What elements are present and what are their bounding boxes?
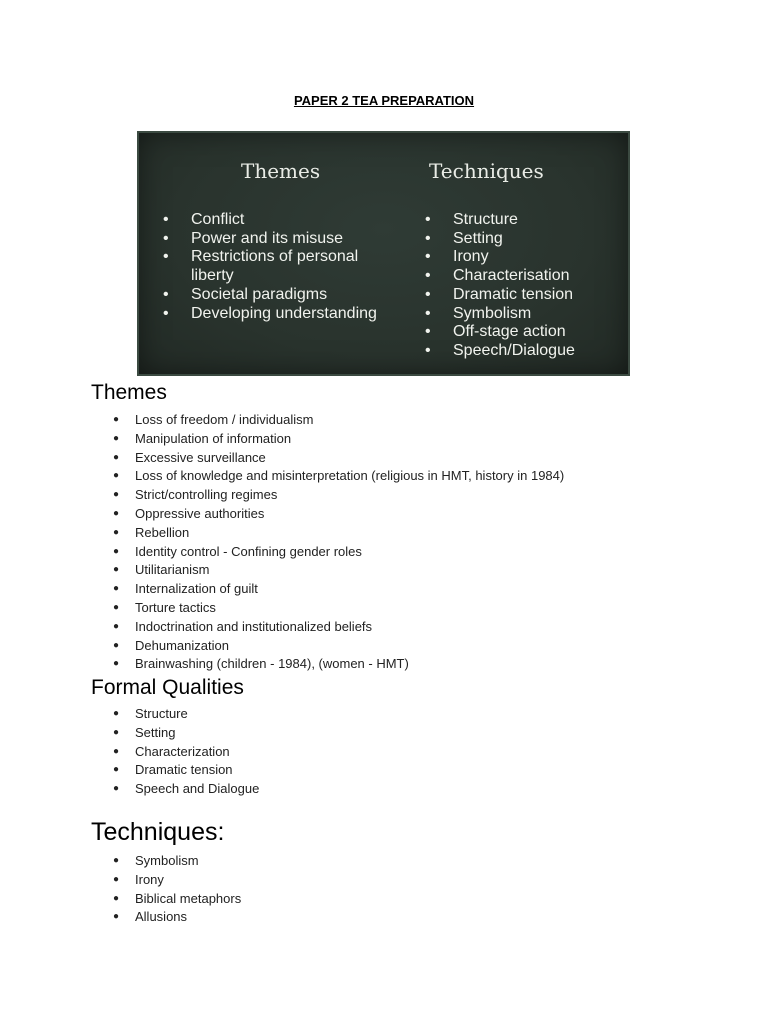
board-theme-item: • Societal paradigms bbox=[163, 285, 328, 303]
techniques-heading: Techniques: bbox=[91, 818, 225, 846]
bullet-icon: ● bbox=[113, 507, 120, 519]
board-theme-item: • Developing understanding bbox=[163, 304, 377, 322]
board-themes-heading: Themes bbox=[241, 159, 321, 183]
bullet-icon: ● bbox=[113, 783, 120, 795]
list-item: ● Strict/controlling regimes bbox=[113, 486, 564, 505]
list-item: ● Setting bbox=[113, 724, 259, 743]
bullet-icon: • bbox=[163, 229, 169, 247]
bullet-icon: ● bbox=[113, 451, 120, 463]
bullet-icon: ● bbox=[113, 432, 120, 444]
list-item: ● Utilitarianism bbox=[113, 561, 564, 580]
bullet-icon: • bbox=[425, 285, 431, 303]
board-theme-item: • Restrictions of personal liberty bbox=[163, 248, 359, 285]
bullet-icon: • bbox=[163, 211, 169, 228]
board-technique-item: • Characterisation bbox=[425, 267, 570, 285]
chalkboard-image bbox=[137, 131, 630, 376]
bullet-icon: ● bbox=[113, 620, 120, 632]
list-item: ● Oppressive authorities bbox=[113, 505, 564, 524]
list-item: ● Speech and Dialogue bbox=[113, 780, 259, 799]
bullet-icon: • bbox=[425, 341, 431, 359]
bullet-icon: ● bbox=[113, 526, 120, 538]
themes-heading: Themes bbox=[91, 381, 167, 404]
board-technique-item: • Setting bbox=[425, 229, 503, 247]
list-item: ● Torture tactics bbox=[113, 599, 564, 618]
bullet-icon: • bbox=[425, 248, 431, 266]
formal-qualities-list bbox=[113, 705, 259, 799]
list-item: ● Biblical metaphors bbox=[113, 890, 241, 909]
list-item: ● Rebellion bbox=[113, 524, 564, 543]
bullet-icon: ● bbox=[113, 583, 120, 595]
list-item: ● Structure bbox=[113, 705, 259, 724]
bullet-icon: ● bbox=[113, 745, 120, 757]
bullet-icon: • bbox=[425, 304, 431, 322]
bullet-icon: ● bbox=[113, 708, 120, 719]
bullet-icon: ● bbox=[113, 873, 120, 885]
list-item: ● Dehumanization bbox=[113, 637, 564, 656]
formal-qualities-heading: Formal Qualities bbox=[91, 676, 244, 699]
bullet-icon: • bbox=[425, 323, 431, 341]
bullet-icon: • bbox=[163, 285, 169, 303]
list-item: ● Loss of freedom / individualism bbox=[113, 411, 564, 430]
list-item: ● Symbolism bbox=[113, 852, 241, 871]
bullet-icon: ● bbox=[113, 470, 120, 482]
bullet-icon: • bbox=[163, 248, 169, 266]
bullet-icon: • bbox=[425, 267, 431, 285]
bullet-icon: • bbox=[425, 229, 431, 247]
bullet-icon: ● bbox=[113, 601, 120, 613]
board-technique-item: • Irony bbox=[425, 248, 489, 266]
board-theme-item: • Conflict bbox=[163, 211, 245, 228]
list-item: ● Internalization of guilt bbox=[113, 580, 564, 599]
board-technique-item: • Symbolism bbox=[425, 304, 532, 322]
board-themes-list bbox=[163, 211, 377, 323]
bullet-icon: ● bbox=[113, 564, 120, 576]
list-item: ● Characterization bbox=[113, 743, 259, 762]
bullet-icon: ● bbox=[113, 639, 120, 651]
bullet-icon: ● bbox=[113, 414, 120, 425]
board-technique-item: • Structure bbox=[425, 211, 518, 228]
bullet-icon: ● bbox=[113, 545, 120, 557]
bullet-icon: ● bbox=[113, 726, 120, 738]
board-technique-item: • Off-stage action bbox=[425, 323, 566, 341]
bullet-icon: • bbox=[425, 211, 431, 228]
board-technique-item: • Dramatic tension bbox=[425, 285, 574, 303]
document-title: PAPER 2 TEA PREPARATION bbox=[293, 93, 475, 108]
board-theme-item: • Power and its misuse bbox=[163, 229, 344, 247]
list-item: ● Loss of knowledge and misinterpretation (religious in HMT, history in 1984) bbox=[113, 467, 564, 486]
list-item: ● Allusions bbox=[113, 908, 241, 927]
bullet-icon: ● bbox=[113, 855, 120, 866]
list-item: ● Manipulation of information bbox=[113, 430, 564, 449]
board-technique-item: • Speech/Dialogue bbox=[425, 341, 575, 359]
list-item: ● Brainwashing (children - 1984), (women - HMT) bbox=[113, 655, 564, 674]
board-techniques-list bbox=[425, 211, 575, 361]
bullet-icon: • bbox=[163, 304, 169, 322]
list-item: ● Dramatic tension bbox=[113, 761, 259, 780]
list-item: ● Excessive surveillance bbox=[113, 449, 564, 468]
bullet-icon: ● bbox=[113, 764, 120, 776]
bullet-icon: ● bbox=[113, 658, 120, 670]
list-item: ● Identity control - Confining gender roles bbox=[113, 543, 564, 562]
themes-list bbox=[113, 411, 564, 674]
board-techniques-heading: Techniques bbox=[429, 159, 544, 183]
bullet-icon: ● bbox=[113, 911, 120, 923]
list-item: ● Indoctrination and institutionalized beliefs bbox=[113, 618, 564, 637]
list-item: ● Irony bbox=[113, 871, 241, 890]
techniques-list bbox=[113, 852, 241, 927]
bullet-icon: ● bbox=[113, 892, 120, 904]
bullet-icon: ● bbox=[113, 489, 120, 501]
